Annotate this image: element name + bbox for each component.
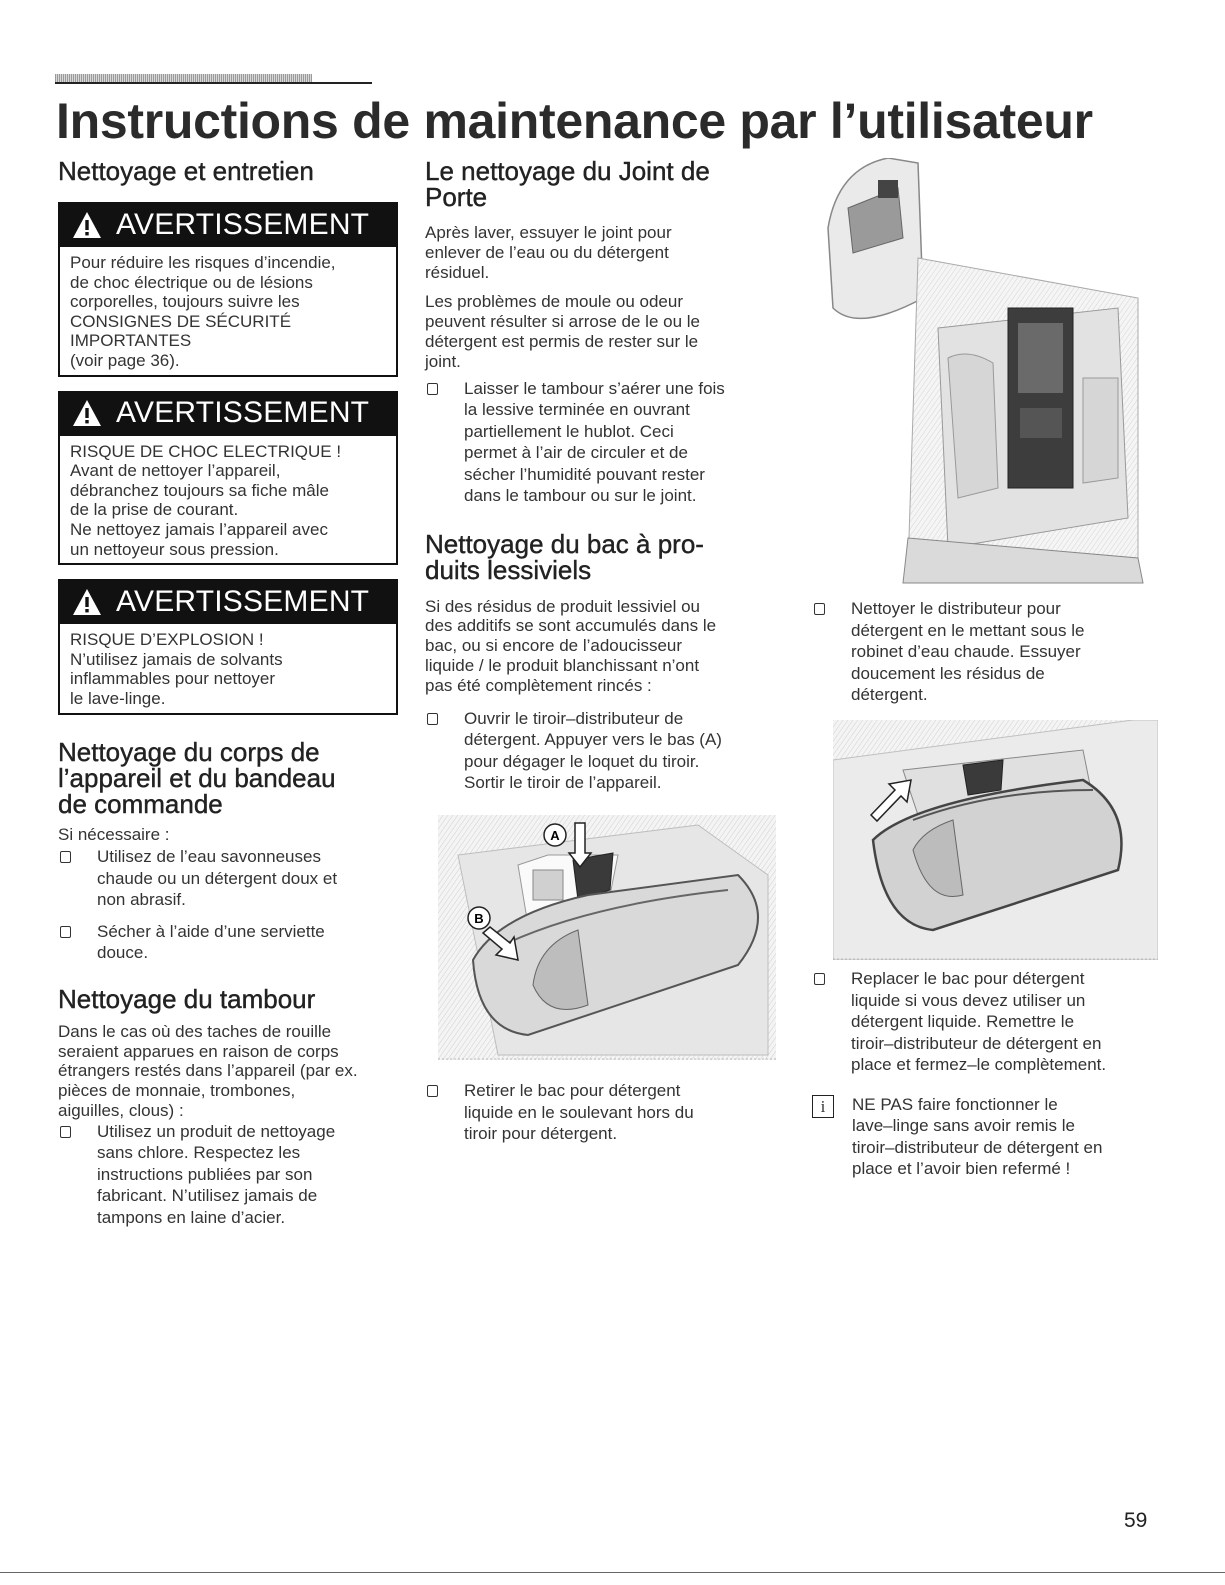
list-item: Replacer le bac pour détergent liquide si vous devez utiliser un détergent liquide. Remettre le tiroir–distributeur de détergent en place et fermez–le complètement. [812, 968, 1162, 1076]
column-right-bottom [812, 968, 1162, 1180]
warning-header [60, 202, 396, 247]
section-heading-door-seal: Le nettoyage du Joint de Porte [425, 156, 710, 212]
callout-a-label: A [550, 828, 560, 843]
section-heading-body-panel: Nettoyage du corps de l’appareil et du bandeau de commande [58, 736, 336, 819]
column-middle [425, 158, 775, 794]
list-item: Utilisez de l’eau savonneuses chaude ou un détergent doux et non abrasif. [58, 846, 398, 911]
callout-b-label: B [474, 911, 484, 926]
list-item: Nettoyer le distributeur pour détergent en le mettant sous le robinet d’eau chaude. Essuyer doucement les résidus de détergent. [812, 598, 1162, 706]
checkbox-bullet-icon [60, 926, 71, 938]
list-item: Laisser le tambour s’aérer une fois la lessive terminée en ouvrant partiellement le hublot. Ceci permet à l’air de circuler et de sécher l’humidité pouvant rester dans le tambour ou sur le joint. [425, 378, 775, 507]
checkbox-bullet-icon [814, 603, 825, 615]
page-title: Instructions de maintenance par l’utilisateur [56, 93, 1093, 149]
warning-label: AVERTISSEMENT [116, 396, 370, 430]
warning-box-explosion [58, 579, 398, 714]
info-icon: i [812, 1095, 834, 1118]
body-text: Les problèmes de moule ou odeur peuvent résulter si arrose de le ou le détergent est permis de rester sur le joint. [425, 292, 700, 371]
detergent-drawer-illustration [818, 158, 1158, 586]
warning-box-electric [58, 391, 398, 566]
warning-header [60, 579, 396, 624]
body-text: Si des résidus de produit lessiviel ou des additifs se sont accumulés dans le bac, ou si encore de l’adoucisseur liquide / le produit blanchissant n’ont pas été complètement rincés : [425, 596, 717, 695]
checkbox-bullet-icon [427, 1085, 438, 1097]
warning-text: Pour réduire les risques d’incendie, de choc électrique ou de lésions corporelles, toujours suivre les CONSIGNES DE SÉCURITÉ IMPORTANTES (voir page 36). [70, 253, 336, 370]
list-item: Sécher à l’aide d’une serviette douce. [58, 921, 398, 964]
warning-text: RISQUE DE CHOC ELECTRIQUE ! Avant de nettoyer l’appareil, débranchez toujours sa fiche mâle de la prise de courant. Ne nettoyez jamais l’appareil avec un nettoyeur sous pression. [70, 441, 342, 559]
list-item: Retirer le bac pour détergent liquide en le soulevant hors du tiroir pour détergent. [425, 1080, 775, 1145]
warning-text: RISQUE D’EXPLOSION ! N’utilisez jamais de solvants inflammables pour nettoyer le lave-linge. [70, 630, 283, 708]
checkbox-bullet-icon [427, 383, 438, 395]
footer-rule [0, 1572, 1225, 1573]
checkbox-bullet-icon [60, 851, 71, 863]
info-note: i NE PAS faire fonctionner le lave–linge sans avoir remis le tiroir–distributeur de détergent en place et l’avoir bien refermé ! [812, 1094, 1162, 1180]
warning-label: AVERTISSEMENT [116, 584, 370, 618]
checkbox-bullet-icon [814, 973, 825, 985]
column-middle-bottom [425, 1080, 775, 1145]
warning-header [60, 391, 396, 436]
body-text: Dans le cas où des taches de rouille seraient apparues en raison de corps étrangers restés dans l’appareil (par ex. pièces de monnaie, trombones, aiguilles, clous) : [58, 1021, 358, 1120]
column-right [812, 598, 1162, 706]
page-number: 59 [1124, 1509, 1148, 1532]
body-text: Après laver, essuyer le joint pour enlever de l’eau ou du détergent résiduel. [425, 223, 672, 282]
warning-triangle-icon [72, 588, 102, 616]
checkbox-bullet-icon [427, 713, 438, 725]
warning-triangle-icon [72, 399, 102, 427]
warning-label: AVERTISSEMENT [116, 207, 370, 241]
drawer-release-illustration [438, 815, 776, 1060]
body-text: Si nécessaire : [58, 824, 170, 844]
section-heading-drum: Nettoyage du tambour [58, 983, 316, 1014]
column-left [58, 158, 398, 1228]
warning-triangle-icon [72, 211, 102, 239]
checkbox-bullet-icon [60, 1126, 71, 1138]
section-heading-detergent-tray: Nettoyage du bac à pro- duits lessiviels [425, 528, 704, 585]
drawer-reinsert-illustration [833, 720, 1158, 960]
header-decoration [55, 74, 372, 84]
list-item: Ouvrir le tiroir–distributeur de détergent. Appuyer vers le bas (A) pour dégager le loquet du tiroir. Sortir le tiroir de l’appareil. [425, 708, 775, 794]
section-heading-cleaning: Nettoyage et entretien [58, 156, 314, 186]
warning-box-safety [58, 202, 398, 377]
list-item: Utilisez un produit de nettoyage sans chlore. Respectez les instructions publiées par son fabricant. N’utilisez jamais de tampons en laine d’acier. [58, 1121, 398, 1229]
